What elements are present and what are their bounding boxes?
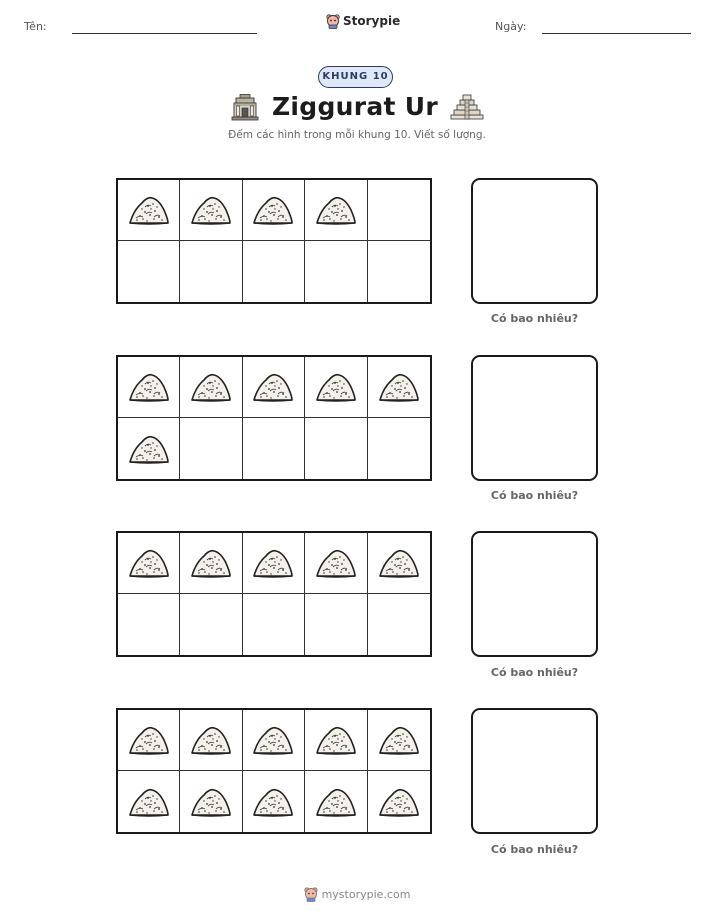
sand-pile-icon — [128, 194, 170, 226]
footer-url: mystorypie.com — [321, 887, 411, 901]
sand-pile-icon — [252, 194, 294, 226]
ten-frame-4 — [116, 708, 432, 834]
name-label: Tên: — [24, 20, 47, 33]
ten-frame-cell — [243, 594, 305, 655]
sand-pile-icon — [252, 786, 294, 818]
ten-frame-cell — [243, 533, 305, 594]
question-label-1: Có bao nhiêu? — [490, 312, 579, 325]
ten-frame-cell — [305, 710, 367, 771]
ten-frame-cell — [305, 771, 367, 832]
ten-frame-cell — [305, 594, 367, 655]
worksheet-type-badge: KHUNG 10 — [318, 66, 393, 88]
ten-frame-cell — [243, 418, 305, 479]
ten-frame-cell — [368, 241, 430, 302]
sand-pile-icon — [190, 371, 232, 403]
sand-pile-icon — [252, 547, 294, 579]
ten-frame-3 — [116, 531, 432, 657]
ten-frame-2 — [116, 355, 432, 481]
sand-pile-icon — [128, 786, 170, 818]
ten-frame-cell — [368, 180, 430, 241]
ten-frame-cell — [180, 771, 242, 832]
date-field[interactable] — [542, 33, 691, 34]
ten-frame-cell — [243, 771, 305, 832]
ten-frame-cell — [118, 771, 180, 832]
ten-frame-cell — [368, 533, 430, 594]
sand-pile-icon — [190, 194, 232, 226]
sand-pile-icon — [315, 724, 357, 756]
ten-frame-cell — [180, 241, 242, 302]
ten-frame-cell — [180, 180, 242, 241]
question-label-4: Có bao nhiêu? — [490, 843, 579, 856]
sand-pile-icon — [378, 724, 420, 756]
sand-pile-icon — [128, 371, 170, 403]
sand-pile-icon — [190, 724, 232, 756]
ten-frame-cell — [180, 594, 242, 655]
ten-frame-cell — [305, 357, 367, 418]
ten-frame-cell — [368, 357, 430, 418]
ten-frame-cell — [243, 710, 305, 771]
ten-frame-cell — [118, 418, 180, 479]
ten-frame-cell — [180, 710, 242, 771]
ten-frame-cell — [368, 418, 430, 479]
ten-frame-cell — [368, 710, 430, 771]
ten-frame-cell — [368, 594, 430, 655]
question-label-3: Có bao nhiêu? — [490, 666, 579, 679]
sand-pile-icon — [128, 433, 170, 465]
sand-pile-icon — [190, 547, 232, 579]
ten-frame-cell — [180, 418, 242, 479]
brand-name: Storypie — [343, 14, 401, 28]
brand-logo — [326, 13, 400, 29]
sand-pile-icon — [378, 786, 420, 818]
ten-frame-cell — [118, 710, 180, 771]
ten-frame-cell — [305, 241, 367, 302]
ten-frame-cell — [118, 180, 180, 241]
sand-pile-icon — [315, 194, 357, 226]
sand-pile-icon — [128, 547, 170, 579]
answer-box-1[interactable] — [471, 178, 598, 304]
title-row — [0, 92, 714, 121]
ten-frame-cell — [305, 533, 367, 594]
page-title: Ziggurat Ur — [271, 92, 439, 121]
sand-pile-icon — [315, 371, 357, 403]
sand-pile-icon — [315, 786, 357, 818]
sand-pile-icon — [252, 371, 294, 403]
ten-frame-cell — [305, 180, 367, 241]
ten-frame-cell — [118, 594, 180, 655]
date-label: Ngày: — [495, 20, 527, 33]
answer-box-2[interactable] — [471, 355, 598, 481]
sand-pile-icon — [378, 371, 420, 403]
answer-box-4[interactable] — [471, 708, 598, 834]
footer — [0, 886, 714, 902]
storypie-mascot-icon — [304, 886, 318, 902]
storypie-mascot-icon — [326, 13, 340, 29]
ziggurat-pyramid-icon — [450, 94, 484, 120]
sand-pile-icon — [190, 786, 232, 818]
temple-icon — [230, 93, 260, 121]
ten-frame-1 — [116, 178, 432, 304]
ten-frame-cell — [305, 418, 367, 479]
ten-frame-cell — [118, 533, 180, 594]
instructions: Đếm các hình trong mỗi khung 10. Viết số lượng. — [228, 129, 486, 141]
answer-box-3[interactable] — [471, 531, 598, 657]
sand-pile-icon — [128, 724, 170, 756]
sand-pile-icon — [252, 724, 294, 756]
ten-frame-cell — [180, 533, 242, 594]
ten-frame-cell — [118, 357, 180, 418]
sand-pile-icon — [378, 547, 420, 579]
name-field[interactable] — [72, 33, 257, 34]
ten-frame-cell — [243, 180, 305, 241]
ten-frame-cell — [118, 241, 180, 302]
ten-frame-cell — [243, 241, 305, 302]
ten-frame-cell — [368, 771, 430, 832]
ten-frame-cell — [180, 357, 242, 418]
sand-pile-icon — [315, 547, 357, 579]
question-label-2: Có bao nhiêu? — [490, 489, 579, 502]
ten-frame-cell — [243, 357, 305, 418]
